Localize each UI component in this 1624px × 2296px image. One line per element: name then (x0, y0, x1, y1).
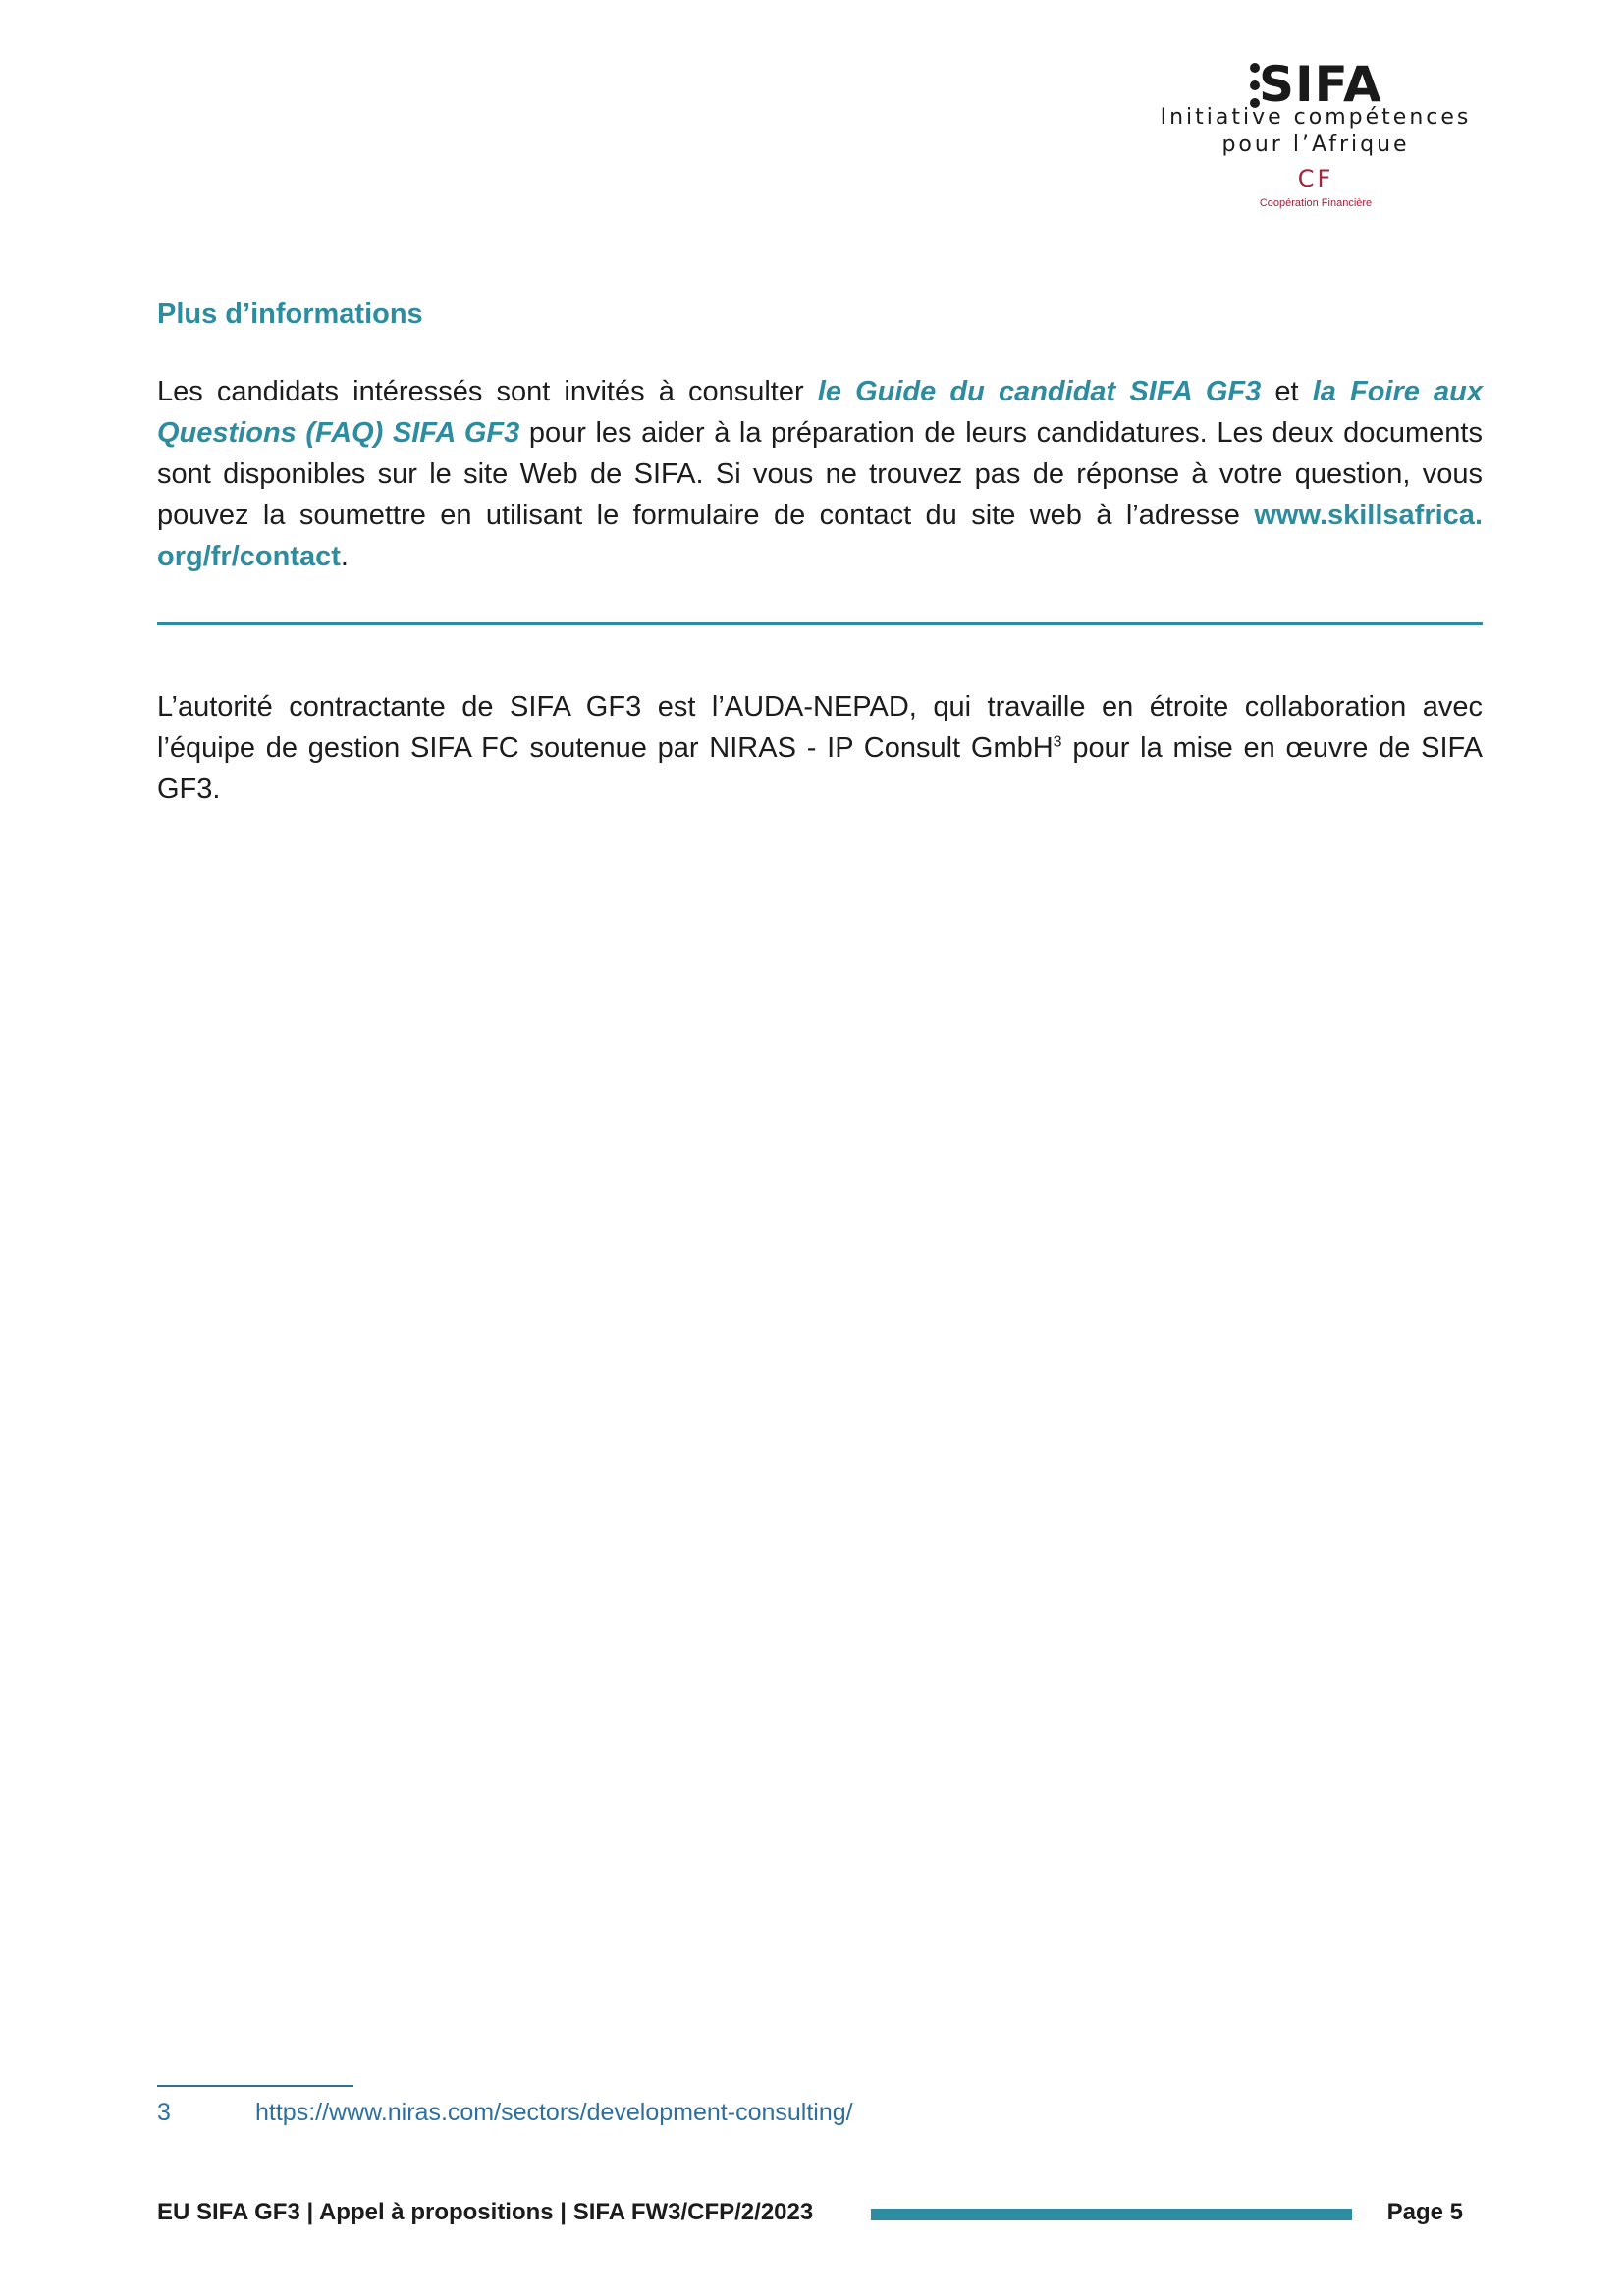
authority-text-2: pour la mise en œuvre de SIFA GF3. (157, 732, 1483, 805)
contact-link[interactable]: www.skillsafrica. org/fr/contact (157, 500, 1483, 572)
logo-wordmark: SIFA (1259, 56, 1382, 113)
faq-link[interactable]: la Foire aux Questions (FAQ) SIFA GF3 (157, 376, 1483, 449)
logo-tagline-line1: Initiative compétences (1160, 105, 1472, 130)
footer-page-number: Page 5 (1386, 2199, 1463, 2225)
footnote-number: 3 (157, 2099, 171, 2126)
guide-link[interactable]: le Guide du candidat SIFA GF3 (817, 376, 1262, 407)
info-text-1: Les candidats intéressés sont invités à consulter (157, 376, 818, 407)
footer-accent-bar (871, 2209, 1352, 2220)
page-footer (157, 2195, 1473, 2234)
logo-tagline-line2: pour l’Afrique (1221, 133, 1410, 157)
footer-document-title: EU SIFA GF3 | Appel à propositions | SIFA FW3/CFP/2/2023 (157, 2199, 814, 2225)
logo-cf: CF (1297, 165, 1334, 192)
info-text-2: et (1261, 376, 1313, 407)
logo-cf-subtitle: Coopération Financière (1259, 197, 1373, 209)
footnote-url-link[interactable]: https://www.niras.com/sectors/development-consulting/ (255, 2099, 853, 2126)
section-heading: Plus d’informations (157, 298, 423, 330)
info-text-3: pour les aider à la préparation de leurs candidatures. Les deux documents sont disponibles sur le site Web de SIFA. Si vous ne trouvez pas de réponse à votre question, vous pouvez la soumettre en utilisant le formulaire de contact du site web à l’adresse (157, 417, 1483, 531)
footnote (157, 2097, 853, 2128)
footnote-rule (157, 2085, 353, 2087)
authority-text-1: L’autorité contractante de SIFA GF3 est l’AUDA-NEPAD, qui travaille en étroite collaboration avec l’équipe de gestion SIFA FC soutenue par NIRAS - IP Consult GmbH (157, 691, 1483, 764)
info-text-4: . (340, 541, 349, 572)
info-paragraph (157, 371, 1483, 577)
logo-tagline (1129, 104, 1502, 159)
authority-paragraph (157, 686, 1483, 810)
section-divider (157, 622, 1483, 625)
main-content (157, 293, 1483, 810)
footnote-reference[interactable]: 3 (1053, 733, 1062, 751)
sifa-logo (1129, 57, 1502, 224)
